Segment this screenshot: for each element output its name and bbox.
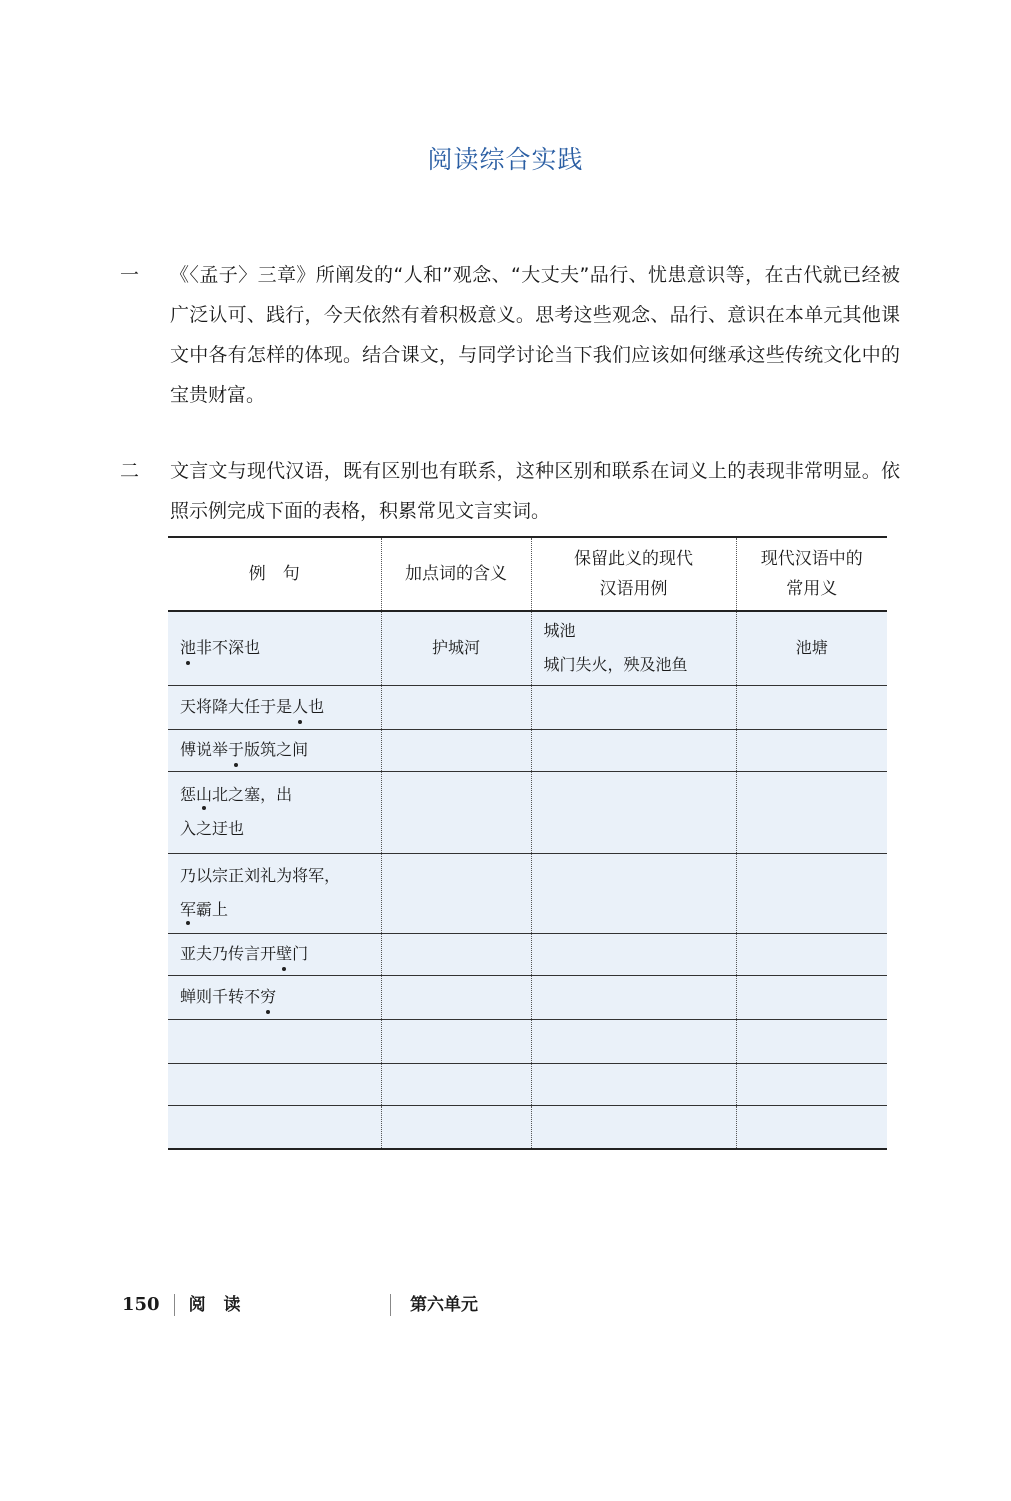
cell-common-meaning: [736, 729, 887, 771]
cell-meaning: [381, 853, 531, 933]
table-row: [168, 729, 887, 771]
cell-modern-example: [531, 1019, 736, 1063]
cell-sentence: 傅说举于版筑之间: [168, 729, 381, 771]
cell-common-meaning: [736, 685, 887, 729]
cell-meaning: [381, 1063, 531, 1105]
exercise-one: [120, 255, 900, 415]
table-row: [168, 611, 887, 685]
table-row: [168, 933, 887, 975]
exercise-two: [120, 451, 900, 531]
cell-modern-example: [531, 1105, 736, 1149]
table-row: [168, 685, 887, 729]
exercise-number: 二: [120, 460, 140, 482]
cell-sentence: [168, 1105, 381, 1149]
cell-meaning: 护城河: [381, 611, 531, 685]
page-title: 阅读综合实践: [427, 145, 584, 174]
cell-modern-example: [531, 611, 736, 685]
cell-sentence: 亚夫乃传言开壁门: [168, 933, 381, 975]
cell-common-meaning: [736, 1105, 887, 1149]
word-meaning-table: [168, 536, 887, 1150]
header-common-meaning: 现代汉语中的 常用义: [736, 537, 887, 611]
cell-meaning: [381, 933, 531, 975]
cell-modern-example: [531, 1063, 736, 1105]
cell-sentence: [168, 1019, 381, 1063]
exercise-text: 文言文与现代汉语，既有区别也有联系，这种区别和联系在词义上的表现非常明显。依照示例完成下面的表格，积累常见文言实词。: [170, 460, 900, 522]
footer-unit: 第六单元: [410, 1295, 478, 1315]
header-modern-example: 保留此义的现代 汉语用例: [531, 537, 736, 611]
exercise-number: 一: [120, 264, 140, 286]
cell-sentence: 池非不深也: [168, 611, 381, 685]
table-row: [168, 1019, 887, 1063]
cell-modern-example: [531, 975, 736, 1019]
header-sentence: 例 句: [168, 537, 381, 611]
footer-divider: [390, 1294, 391, 1316]
page-footer: [122, 1290, 478, 1316]
table-header-row: [168, 537, 887, 611]
cell-common-meaning: [736, 1063, 887, 1105]
example-line: 城池: [543, 621, 576, 641]
cell-meaning: [381, 685, 531, 729]
page-number: 150: [122, 1294, 160, 1315]
cell-common-meaning: [736, 975, 887, 1019]
cell-modern-example: [531, 729, 736, 771]
cell-meaning: [381, 1019, 531, 1063]
footer-divider: [174, 1294, 175, 1316]
cell-sentence: 惩山北之塞，出 入之迂也: [168, 771, 381, 853]
cell-modern-example: [531, 685, 736, 729]
cell-modern-example: [531, 771, 736, 853]
cell-common-meaning: 池塘: [736, 611, 887, 685]
cell-modern-example: [531, 853, 736, 933]
cell-sentence: 蝉则千转不穷: [168, 975, 381, 1019]
cell-common-meaning: [736, 853, 887, 933]
cell-meaning: [381, 771, 531, 853]
cell-sentence: [168, 1063, 381, 1105]
example-line: 城门失火，殃及池鱼: [543, 655, 688, 675]
cell-common-meaning: [736, 933, 887, 975]
exercise-text: 《〈孟子〉三章》所阐发的“人和”观念、“大丈夫”品行、忧患意识等，在古代就已经被广泛认可、践行，今天依然有着积极意义。思考这些观念、品行、意识在本单元其他课文中各有怎样的体现。结合课文，与同学讨论当下我们应该如何继承这些传统文化中的宝贵财富。: [170, 264, 900, 406]
cell-modern-example: [531, 933, 736, 975]
table-row: [168, 1063, 887, 1105]
cell-sentence: 天将降大任于是人也: [168, 685, 381, 729]
header-meaning: 加点词的含义: [381, 537, 531, 611]
cell-meaning: [381, 1105, 531, 1149]
cell-sentence: 乃以宗正刘礼为将军， 军霸上: [168, 853, 381, 933]
cell-common-meaning: [736, 1019, 887, 1063]
table-row: [168, 1105, 887, 1149]
cell-meaning: [381, 975, 531, 1019]
table-row: [168, 771, 887, 853]
cell-meaning: [381, 729, 531, 771]
cell-common-meaning: [736, 771, 887, 853]
table-row: [168, 975, 887, 1019]
table-row: [168, 853, 887, 933]
footer-section: 阅 读: [188, 1295, 247, 1315]
